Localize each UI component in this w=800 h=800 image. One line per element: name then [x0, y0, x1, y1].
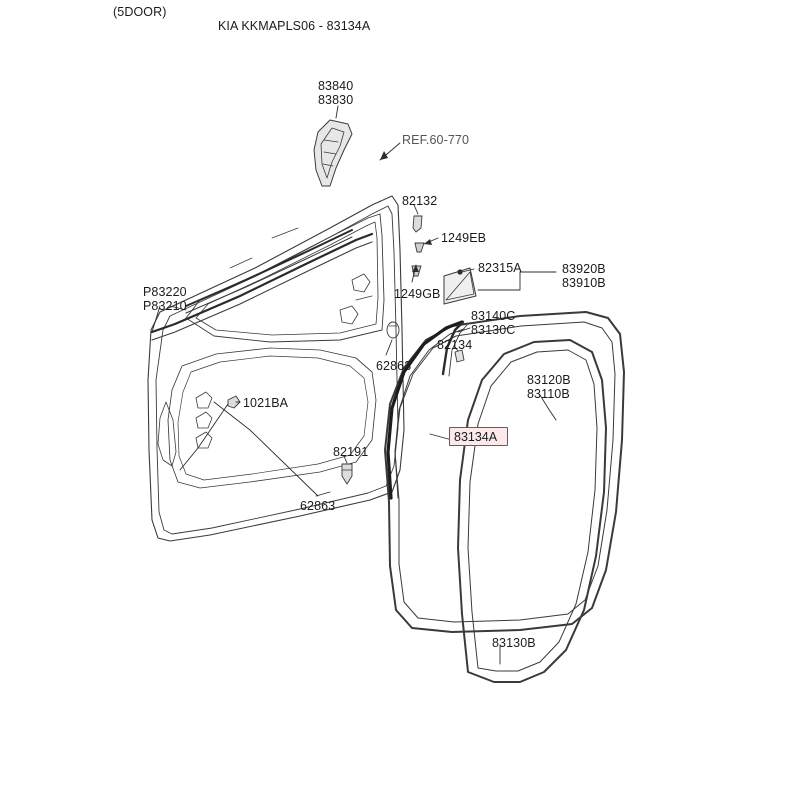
- door-panel-outline: [148, 196, 404, 541]
- part-label-83910b: 83910B: [562, 276, 606, 290]
- part-label-1249gb: 1249GB: [394, 287, 441, 301]
- part-83840-83830: [314, 120, 352, 186]
- catalog-code-label: KIA KKMAPLS06 - 83134A: [218, 19, 371, 33]
- reference-label-60-770: REF.60-770: [402, 133, 470, 147]
- part-label-1249eb: 1249EB: [441, 231, 487, 245]
- part-label-83840: 83840: [318, 79, 354, 93]
- highlighted-part-83134a[interactable]: [449, 427, 508, 446]
- part-label-62863-lower: 62863: [300, 499, 336, 513]
- part-label-p83210: P83210: [143, 299, 187, 313]
- part-label-p83220: P83220: [143, 285, 187, 299]
- part-label-82191: 82191: [333, 445, 369, 459]
- part-label-82132: 82132: [402, 194, 438, 208]
- part-label-1021ba: 1021BA: [243, 396, 289, 410]
- highlighted-part-label: 83134A: [454, 430, 498, 444]
- part-label-83120b: 83120B: [527, 373, 571, 387]
- part-label-62863-upper: 62863: [376, 359, 412, 373]
- leader-lines: [152, 106, 556, 664]
- part-label-82134: 82134: [437, 338, 473, 352]
- part-label-83130c: 83130C: [471, 323, 516, 337]
- part-label-83920b: 83920B: [562, 262, 606, 276]
- part-label-83130b: 83130B: [492, 636, 536, 650]
- part-label-83830: 83830: [318, 93, 354, 107]
- part-label-83110b: 83110B: [527, 387, 570, 401]
- door-type-label: (5DOOR): [113, 5, 167, 19]
- part-label-83140c: 83140C: [471, 309, 516, 323]
- weatherstrip-outer: [385, 312, 624, 632]
- part-label-82315a: 82315A: [478, 261, 522, 275]
